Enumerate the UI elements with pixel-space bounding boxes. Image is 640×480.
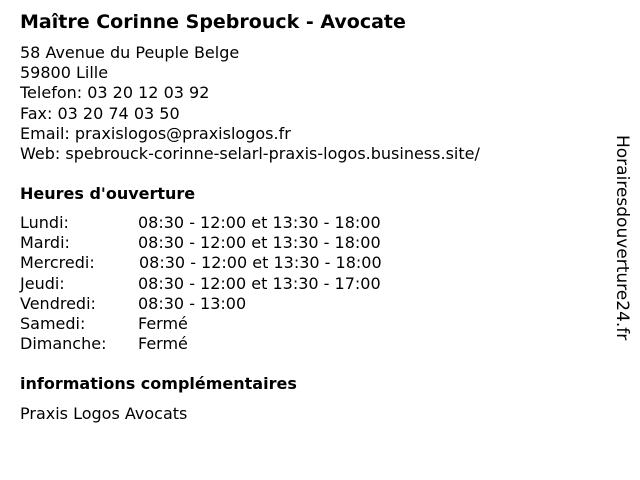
day-label: Vendredi: (20, 293, 96, 313)
email-address: Email: praxislogos@praxislogos.fr (20, 123, 291, 143)
day-label: Dimanche: (20, 334, 107, 354)
day-label: Lundi: (20, 213, 69, 232)
street-address: 58 Avenue du Peuple Belge (20, 43, 240, 62)
fax-number: Fax: 03 20 74 03 50 (20, 103, 180, 123)
phone-number: Telefon: 03 20 12 03 92 (20, 83, 210, 103)
hours-value: 08:30 - 12:00 et 13:30 - 17:00 (138, 273, 381, 293)
additional-info-text: Praxis Logos Avocats (20, 404, 188, 423)
day-label: Jeudi: (20, 273, 65, 293)
city-postcode: 59800 Lille (20, 63, 109, 83)
day-label: Mercredi: (20, 253, 95, 273)
hours-value: 08:30 - 13:00 (138, 293, 247, 313)
hours-value: 08:30 - 12:00 et 13:30 - 18:00 (139, 253, 382, 273)
contact-block (20, 43, 480, 164)
day-label: Samedi: (20, 313, 86, 333)
hours-value: 08:30 - 12:00 et 13:30 - 18:00 (138, 233, 381, 253)
day-label: Mardi: (20, 233, 70, 253)
watermark-text: Horairesdouverture24.fr (612, 135, 632, 341)
opening-hours-heading: Heures d'ouverture (20, 184, 196, 203)
hours-value: Fermé (138, 334, 188, 354)
website-url: Web: spebrouck-corinne-selarl-praxis-logos.business.site/ (20, 144, 480, 164)
hours-value: 08:30 - 12:00 et 13:30 - 18:00 (138, 213, 381, 232)
hours-value: Fermé (138, 313, 188, 333)
page-title: Maître Corinne Spebrouck - Avocate (20, 11, 406, 33)
watermark (612, 135, 632, 370)
additional-info-heading: informations complémentaires (20, 374, 297, 393)
